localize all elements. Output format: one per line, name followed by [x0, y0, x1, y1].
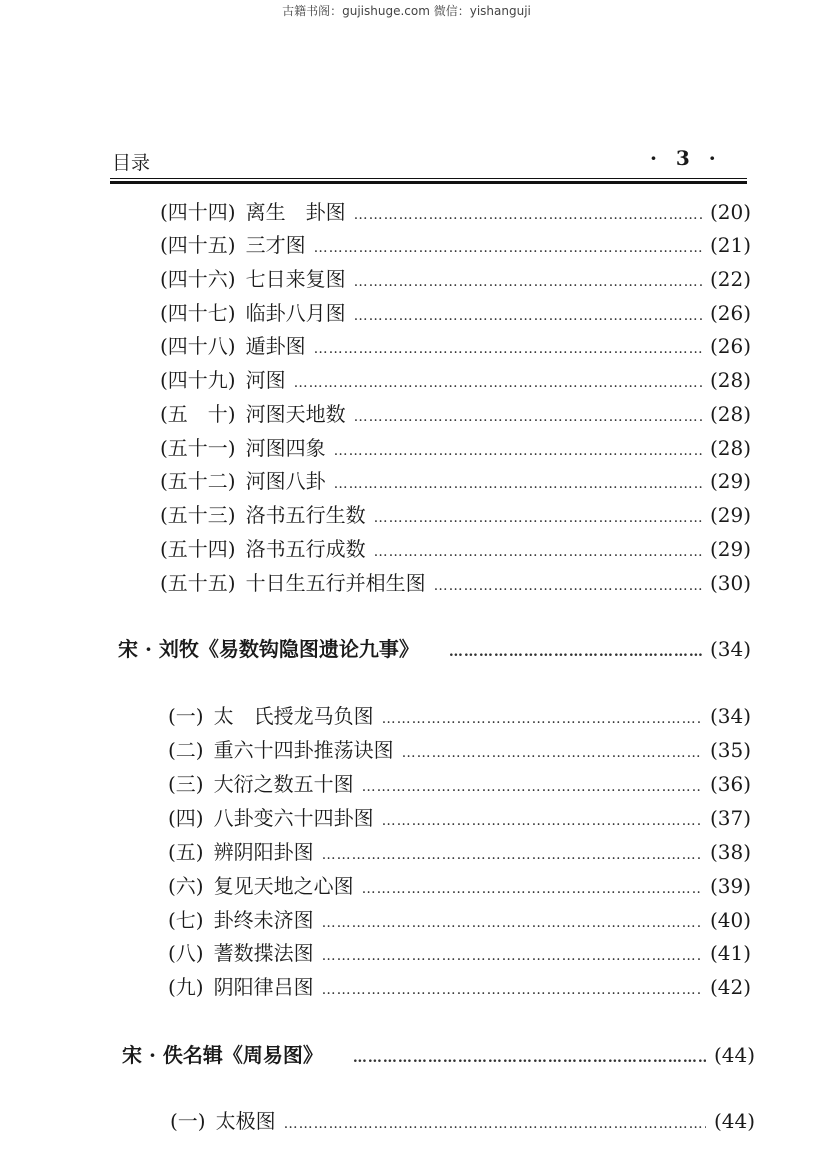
entry-number: (五 十): [160, 402, 236, 426]
toc-entry[interactable]: [168, 870, 751, 899]
entry-title: 洛书五行成数: [245, 537, 366, 561]
toc-entry[interactable]: [160, 297, 751, 326]
entry-title: 河图八卦: [245, 469, 326, 493]
entry-title: 辨阴阳卦图: [213, 840, 314, 864]
entry-title: 洛书五行生数: [245, 503, 366, 527]
entry-number: (四): [168, 806, 204, 830]
entry-number: (七): [168, 908, 204, 932]
leader-dots: [362, 881, 702, 897]
toc-entry[interactable]: [160, 499, 751, 528]
entry-title: 太极图: [215, 1109, 276, 1133]
toc-section-heading[interactable]: [122, 1039, 755, 1068]
leader-dots: [449, 644, 702, 660]
entry-page: (21): [709, 233, 751, 257]
entry-title: 蓍数揲法图: [213, 941, 314, 965]
entry-number: (九): [168, 975, 204, 999]
section-title: 宋 · 刘牧《易数钩隐图遗论九事》: [118, 637, 419, 661]
entry-title: 大衍之数五十图: [213, 772, 354, 796]
entry-page: (20): [709, 200, 751, 224]
toc-entry[interactable]: [160, 567, 751, 596]
toc-entry[interactable]: [160, 263, 751, 292]
entry-number: (五十二): [160, 469, 236, 493]
toc-entry[interactable]: [168, 937, 751, 966]
section-page: (34): [709, 637, 751, 661]
entry-page: (26): [709, 301, 751, 325]
toc-entry[interactable]: [168, 971, 751, 1000]
leader-dots: [362, 779, 702, 795]
leader-dots: [284, 1116, 706, 1132]
entry-page: (22): [709, 267, 751, 291]
toc-entry[interactable]: [168, 904, 751, 933]
leader-dots: [382, 711, 702, 727]
entry-page: (40): [709, 908, 751, 932]
entry-number: (六): [168, 874, 204, 898]
header-page-number: · 3 ·: [650, 146, 722, 170]
toc-entry[interactable]: [168, 802, 751, 831]
entry-page: (28): [709, 436, 751, 460]
leader-dots: [322, 982, 702, 998]
entry-number: (一): [168, 704, 204, 728]
watermark: 古籍书阁：gujishuge.com 微信：yishanguji: [282, 4, 531, 18]
leader-dots: [322, 915, 702, 931]
entry-page: (39): [709, 874, 751, 898]
toc-entry[interactable]: [168, 700, 751, 729]
leader-dots: [354, 207, 702, 223]
leader-dots: [434, 578, 702, 594]
entry-page: (28): [709, 402, 751, 426]
toc-entry[interactable]: [160, 196, 751, 225]
leader-dots: [314, 341, 702, 357]
entry-number: (四十六): [160, 267, 236, 291]
entry-page: (35): [709, 738, 751, 762]
entry-number: (五十一): [160, 436, 236, 460]
toc-entry[interactable]: [170, 1105, 755, 1134]
entry-number: (二): [168, 738, 204, 762]
entry-page: (30): [709, 571, 751, 595]
entry-title: 河图天地数: [245, 402, 346, 426]
leader-dots: [334, 443, 702, 459]
header-rule-thin: [110, 178, 747, 179]
entry-title: 重六十四卦推荡诀图: [213, 738, 394, 762]
header-title: 目录: [112, 152, 151, 174]
entry-page: (28): [709, 368, 751, 392]
leader-dots: [354, 409, 702, 425]
leader-dots: [322, 847, 702, 863]
toc-entry[interactable]: [160, 465, 751, 494]
leader-dots: [382, 813, 702, 829]
entry-page: (42): [709, 975, 751, 999]
toc-entry[interactable]: [168, 734, 751, 763]
entry-title: 临卦八月图: [245, 301, 346, 325]
toc-entry[interactable]: [168, 768, 751, 797]
leader-dots: [353, 1050, 706, 1066]
entry-title: 三才图: [245, 233, 306, 257]
toc-entry[interactable]: [160, 330, 751, 359]
leader-dots: [402, 745, 702, 761]
leader-dots: [322, 948, 702, 964]
leader-dots: [354, 274, 702, 290]
entry-page: (36): [709, 772, 751, 796]
leader-dots: [314, 240, 702, 256]
entry-number: (四十八): [160, 334, 236, 358]
entry-title: 河图四象: [245, 436, 326, 460]
entry-title: 离生 卦图: [245, 200, 346, 224]
leader-dots: [374, 510, 702, 526]
header-rule-thick: [110, 181, 747, 184]
toc-entry[interactable]: [160, 229, 751, 258]
leader-dots: [294, 375, 702, 391]
entry-title: 太 氏授龙马负图: [213, 704, 374, 728]
entry-page: (26): [709, 334, 751, 358]
entry-number: (八): [168, 941, 204, 965]
entry-number: (五十四): [160, 537, 236, 561]
toc-entry[interactable]: [168, 836, 751, 865]
entry-page: (29): [709, 537, 751, 561]
entry-number: (五): [168, 840, 204, 864]
section-page: (44): [713, 1043, 755, 1067]
toc-entry[interactable]: [160, 533, 751, 562]
entry-number: (四十五): [160, 233, 236, 257]
entry-number: (一): [170, 1109, 206, 1133]
entry-number: (四十七): [160, 301, 236, 325]
entry-title: 八卦变六十四卦图: [213, 806, 374, 830]
section-title: 宋 · 佚名辑《周易图》: [122, 1043, 323, 1067]
entry-page: (34): [709, 704, 751, 728]
entry-page: (41): [709, 941, 751, 965]
entry-number: (四十四): [160, 200, 236, 224]
entry-number: (四十九): [160, 368, 236, 392]
toc-section-heading[interactable]: [118, 633, 751, 662]
entry-title: 卦终未济图: [213, 908, 314, 932]
entry-page: (38): [709, 840, 751, 864]
entry-number: (五十三): [160, 503, 236, 527]
entry-title: 七日来复图: [245, 267, 346, 291]
toc-entry[interactable]: [160, 364, 751, 393]
entry-number: (五十五): [160, 571, 236, 595]
entry-title: 遁卦图: [245, 334, 306, 358]
leader-dots: [334, 476, 702, 492]
entry-page: (37): [709, 806, 751, 830]
entry-page: (44): [713, 1109, 755, 1133]
leader-dots: [354, 308, 702, 324]
entry-title: 阴阳律吕图: [213, 975, 314, 999]
entry-title: 复见天地之心图: [213, 874, 354, 898]
entry-page: (29): [709, 503, 751, 527]
leader-dots: [374, 544, 702, 560]
entry-page: (29): [709, 469, 751, 493]
toc-entry[interactable]: [160, 398, 751, 427]
toc-entry[interactable]: [160, 432, 751, 461]
entry-title: 河图: [245, 368, 286, 392]
entry-number: (三): [168, 772, 204, 796]
entry-title: 十日生五行并相生图: [245, 571, 426, 595]
